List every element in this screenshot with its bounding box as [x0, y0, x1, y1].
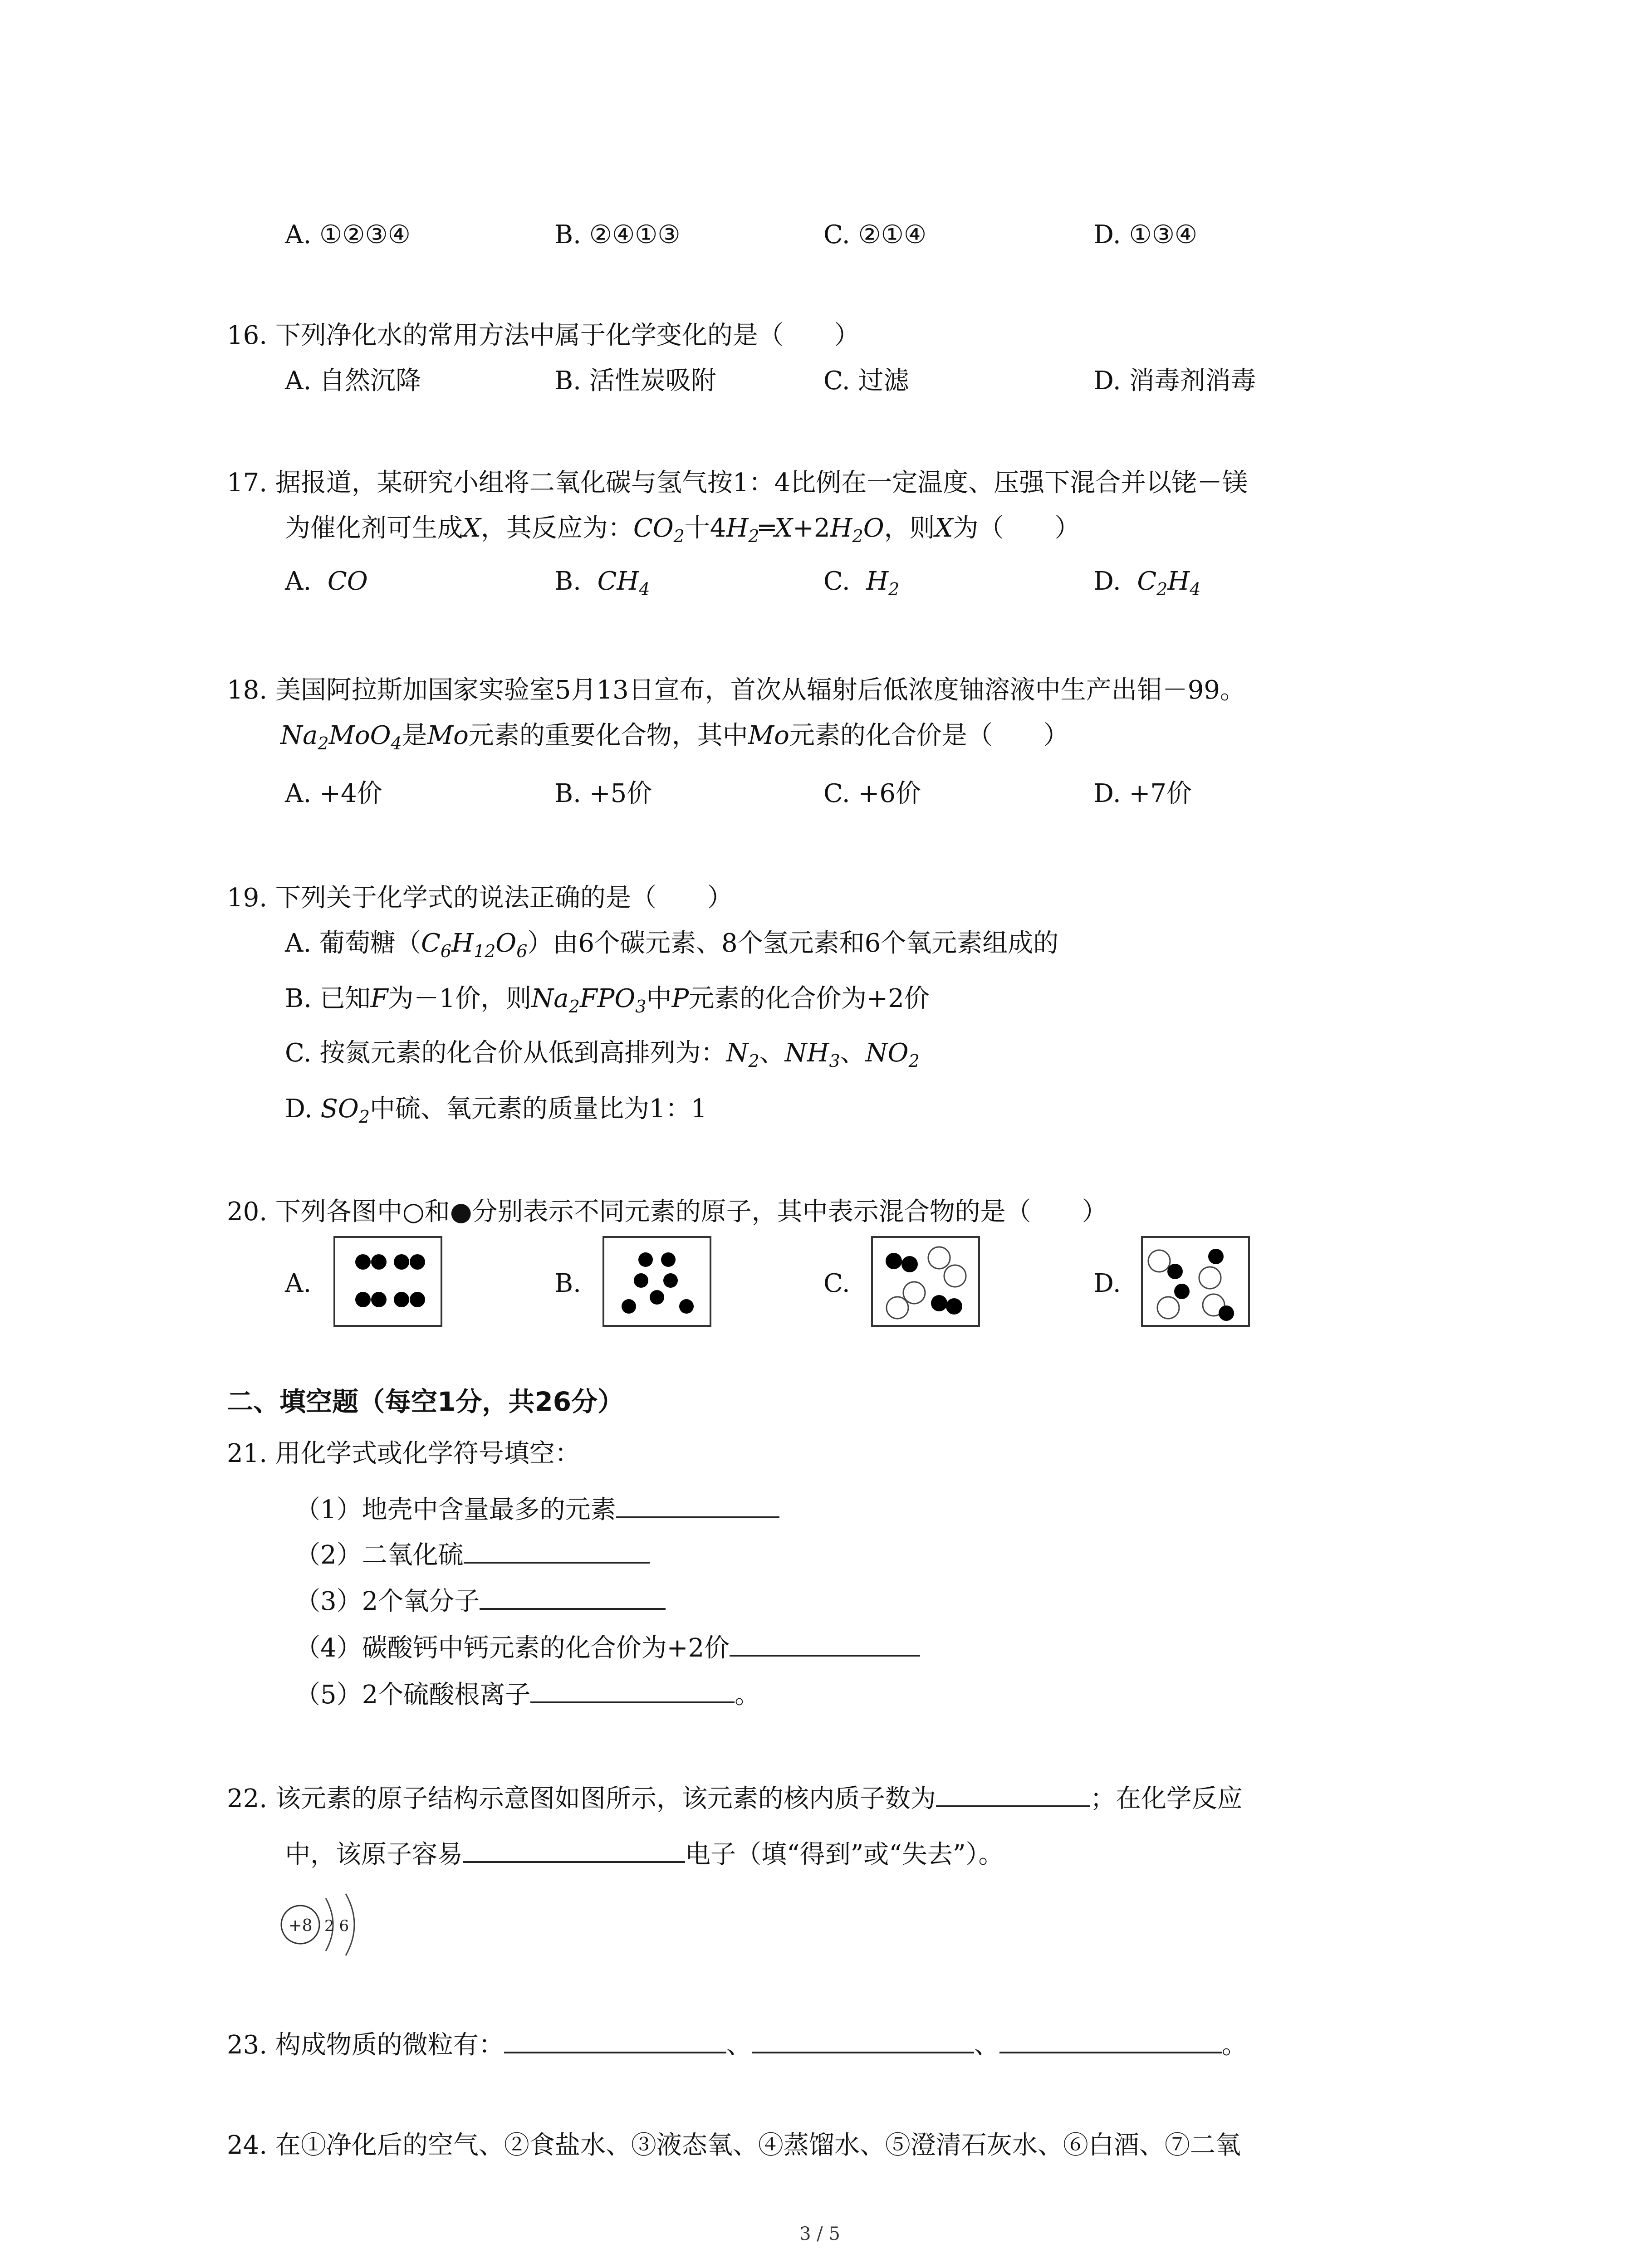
q18-option-a: A. +4价: [285, 779, 382, 808]
answer-blank[interactable]: [752, 2025, 974, 2053]
q20-figure-c: [871, 1236, 980, 1327]
q24-line-1: 24. 在①净化后的空气、②食盐水、③液态氧、④蒸馏水、⑤澄清石灰水、⑥白酒、⑦二氧: [227, 2131, 1241, 2160]
answer-blank[interactable]: [530, 1675, 735, 1703]
answer-blank[interactable]: [936, 1779, 1090, 1807]
answer-blank[interactable]: [464, 1535, 650, 1564]
page-number: 3 / 5: [799, 2224, 840, 2244]
q16-option-c: C. 过滤: [823, 366, 909, 396]
q20-figure-b: [603, 1236, 711, 1327]
q15-option-c: C. ②①④: [823, 220, 927, 249]
q21-item-4: （4）碳酸钙中钙元素的化合价为+2价: [295, 1628, 920, 1667]
q18-option-d: D. +7价: [1093, 779, 1192, 808]
q18-line-2: $Na_2MoO_4$是Mo元素的重要化合物，其中Mo元素的化合价是（ ）: [280, 721, 1069, 753]
q22-line-1: 22. 该元素的原子结构示意图如图所示，该元素的核内质子数为 ；在化学反应: [227, 1779, 1243, 1817]
q18-line-1: 18. 美国阿拉斯加国家实验室5月13日宣布，首次从辐射后低浓度铀溶液中生产出钼－99。: [227, 675, 1246, 705]
q17-option-d: D. $C_2H_4$: [1093, 567, 1201, 599]
q20-label-a: A.: [285, 1269, 312, 1298]
nucleus-charge: +8: [288, 1916, 313, 1935]
q21-item-5: （5）2个硫酸根离子 。: [295, 1675, 760, 1713]
q21-stem: 21. 用化学式或化学符号填空：: [227, 1439, 580, 1468]
q18-option-b: B. +5价: [554, 779, 652, 808]
q20-label-b: B.: [554, 1269, 581, 1298]
q19-stem: 19. 下列关于化学式的说法正确的是（ ）: [227, 883, 733, 913]
q21-item-1: （1）地壳中含量最多的元素: [295, 1490, 779, 1528]
q16-option-a: A. 自然沉降: [285, 366, 421, 396]
q17-line-1: 17. 据报道，某研究小组将二氧化碳与氢气按1：4比例在一定温度、压强下混合并以铑－镁: [227, 468, 1248, 498]
q20-figure-d: [1141, 1236, 1250, 1327]
answer-blank[interactable]: [999, 2025, 1222, 2053]
q16-option-d: D. 消毒剂消毒: [1093, 366, 1256, 396]
q20-stem: 20. 下列各图中○和●分别表示不同元素的原子，其中表示混合物的是（ ）: [227, 1197, 1107, 1227]
q20-label-d: D.: [1093, 1269, 1121, 1298]
q19-option-a: A. 葡萄糖$(C_6H_{12}O_6)$由6个碳元素、8个氢元素和6个氧元素组成的: [285, 929, 1059, 961]
q19-option-d: D. $SO_2$中硫、氧元素的质量比为1：1: [285, 1094, 707, 1127]
q22-line-2: 中，该原子容易 电子（填“得到”或“失去”）。: [285, 1835, 1004, 1873]
answer-blank[interactable]: [504, 2025, 726, 2053]
answer-blank[interactable]: [463, 1835, 685, 1863]
section-2-heading: 二、填空题（每空1分，共26分）: [227, 1386, 624, 1417]
answer-blank[interactable]: [480, 1582, 666, 1610]
q17-option-b: B. $CH_4$: [554, 567, 650, 599]
q19-option-c: C. 按氮元素的化合价从低到高排列为：$N_2$、$NH_3$、$NO_2$: [285, 1038, 920, 1071]
q20-label-c: C.: [823, 1269, 850, 1298]
q21-item-2: （2）二氧化硫: [295, 1535, 650, 1574]
q15-option-d: D. ①③④: [1093, 220, 1198, 249]
q23-line: 23. 构成物质的微粒有： 、 、 。: [227, 2025, 1247, 2063]
q15-option-b: B. ②④①③: [554, 220, 681, 249]
answer-blank[interactable]: [730, 1628, 920, 1657]
electron-shell-counts: 2 6: [324, 1917, 349, 1935]
atom-structure-diagram: [272, 1889, 372, 1962]
q15-option-a: A. ①②③④: [285, 220, 411, 249]
q17-option-c: C. $H_2$: [823, 567, 900, 599]
q16-stem: 16. 下列净化水的常用方法中属于化学变化的是（ ）: [227, 321, 860, 350]
q17-option-a: A. CO: [285, 567, 368, 596]
q17-line-2: 为催化剂可生成X，其反应为：$CO_2$十$4H_2═X+2H_2O$，则X为（ ）: [285, 513, 1080, 546]
q20-figure-a: [333, 1236, 442, 1327]
q19-option-b: B. 已知F为－1价，则$Na_2FPO_3$中P元素的化合价为+2价: [285, 984, 930, 1017]
q16-option-b: B. 活性炭吸附: [554, 366, 716, 396]
answer-blank[interactable]: [616, 1490, 779, 1518]
q21-item-3: （3）2个氧分子: [295, 1582, 666, 1620]
q18-option-c: C. +6价: [823, 779, 921, 808]
